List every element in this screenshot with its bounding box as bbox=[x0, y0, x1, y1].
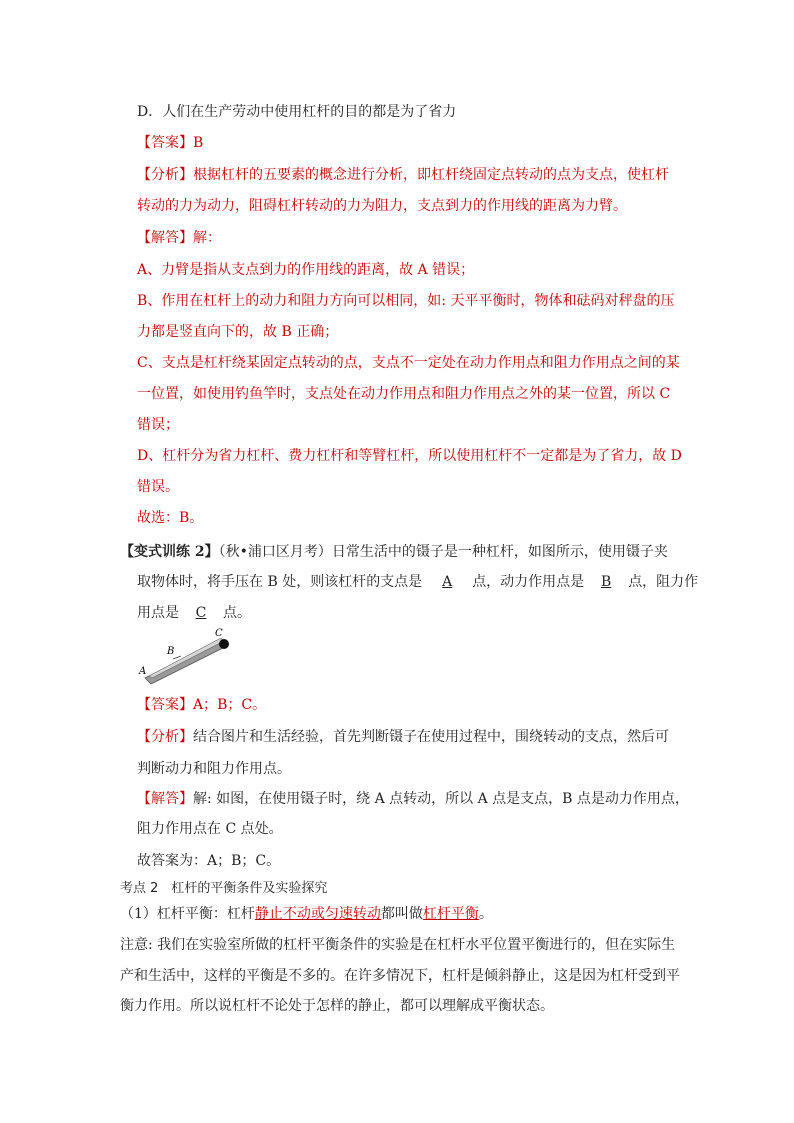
analysis-text: 结合图片和生活经验，首先判断镊子在使用过程中，围绕转动的支点，然后可 bbox=[193, 729, 669, 745]
blank-effort-point: B bbox=[601, 574, 612, 590]
answer-tag: 【答案】 bbox=[137, 697, 193, 713]
analysis-tag: 【分析】 bbox=[137, 729, 193, 745]
q2-final-answer: 故答案为：A；B；C。 bbox=[137, 853, 281, 869]
label-c: C bbox=[215, 628, 223, 639]
solution-tag: 【解答】 bbox=[137, 230, 193, 246]
tweezers-lower-arm bbox=[145, 640, 227, 684]
answer-value: B bbox=[193, 135, 204, 151]
definition-highlight-2: 杠杆平衡 bbox=[422, 906, 479, 922]
tweezers-upper-arm bbox=[149, 638, 224, 678]
label-a: A bbox=[139, 666, 147, 677]
q2-solution-line2: 阻力作用点在 C 点处。 bbox=[137, 821, 283, 837]
solution-d-line1: D、杠杆分为省力杠杆、费力杠杆和等臂杠杆，所以使用杠杆不一定都是为了省力，故 D bbox=[137, 448, 682, 464]
q2-analysis-line1 bbox=[137, 728, 669, 746]
solution-d-line2: 错误。 bbox=[137, 479, 179, 495]
analysis-tag: 【分析】 bbox=[137, 167, 193, 183]
q2-stem-line3 bbox=[137, 604, 251, 622]
solution-a: A、力臂是指从支点到力的作用线的距离，故 A 错误； bbox=[137, 262, 475, 278]
stem-part: 取物体时，将手压在 B 处，则该杠杆的支点是 bbox=[137, 574, 423, 590]
solution-text: 解： bbox=[193, 230, 221, 246]
solution-c-line2: 一位置，如使用钓鱼竿时，支点处在动力作用点和阻力作用点之外的某一位置，所以 C bbox=[137, 386, 671, 402]
q1-answer bbox=[137, 134, 203, 152]
definition-text: 都叫做 bbox=[380, 906, 423, 922]
solution-text: 解: 如图，在使用镊子时，绕 A 点转动，所以 A 点是支点，B 点是动力作用点， bbox=[193, 791, 689, 807]
solution-b-line2: 力都是竖直向下的，故 B 正确； bbox=[137, 324, 339, 340]
stem-part: 用点是 bbox=[137, 605, 179, 621]
q2-answer bbox=[137, 696, 266, 714]
definition-text: （1）杠杆平衡：杠杆 bbox=[120, 906, 255, 922]
stem-part: 点，动力作用点是 bbox=[472, 574, 585, 590]
option-d: D．人们在生产劳动中使用杠杆的目的都是为了省力 bbox=[137, 104, 457, 120]
choose-answer: 故选：B。 bbox=[137, 510, 204, 526]
gripped-object bbox=[219, 639, 229, 649]
balance-definition bbox=[120, 905, 493, 923]
solution-c-line1: C、支点是杠杆绕某固定点转动的点，支点不一定处在动力作用点和阻力作用点之间的某 bbox=[137, 355, 680, 371]
stem-part: 点，阻力作 bbox=[628, 574, 699, 590]
answer-value: A；B；C。 bbox=[193, 697, 267, 713]
solution-c-line3: 错误； bbox=[137, 417, 179, 433]
solution-tag: 【解答】 bbox=[137, 791, 193, 807]
stem-text: （秋•浦口区月考）日常生活中的镊子是一种杠杆，如图所示，使用镊子夹 bbox=[218, 544, 668, 560]
q2-analysis-line2: 判断动力和阻力作用点。 bbox=[137, 761, 291, 777]
q1-analysis-line1 bbox=[137, 166, 669, 184]
variant-tag: 【变式训练 2】 bbox=[120, 544, 219, 560]
answer-tag: 【答案】 bbox=[137, 135, 193, 151]
note-line3: 衡力作用。所以说杠杆不论处于怎样的静止，都可以理解成平衡状态。 bbox=[120, 998, 554, 1014]
q1-analysis-line2: 转动的力为动力，阻碍杠杆转动的力为阻力，支点到力的作用线的距离为力臂。 bbox=[137, 198, 627, 214]
section-heading: 考点 2 杠杆的平衡条件及实验探究 bbox=[120, 881, 328, 896]
q2-stem-line1 bbox=[120, 543, 668, 561]
blank-load-point: C bbox=[195, 605, 207, 621]
q1-solution bbox=[137, 229, 221, 247]
definition-highlight-1: 静止不动或匀速转动 bbox=[254, 906, 381, 922]
tweezers-figure bbox=[137, 626, 237, 686]
q2-solution-line1 bbox=[137, 790, 689, 808]
note-line1: 注意: 我们在实验室所做的杠杆平衡条件的实验是在杠杆水平位置平衡进行的，但在实际生 bbox=[120, 937, 676, 953]
label-b: B bbox=[167, 646, 175, 657]
analysis-text: 根据杠杆的五要素的概念进行分析，即杠杆绕固定点转动的点为支点，使杠杆 bbox=[193, 167, 669, 183]
blank-fulcrum: A bbox=[442, 574, 453, 590]
q2-stem-line2 bbox=[137, 573, 698, 591]
definition-text: 。 bbox=[478, 906, 493, 922]
stem-part: 点。 bbox=[223, 605, 251, 621]
solution-b-line1: B、作用在杠杆上的动力和阻力方向可以相同，如: 天平平衡时，物体和砝码对秤盘的压 bbox=[137, 293, 675, 309]
note-line2: 产和生活中，这样的平衡是不多的。在许多情况下，杠杆是倾斜静止，这是因为杠杆受到平 bbox=[120, 968, 680, 984]
